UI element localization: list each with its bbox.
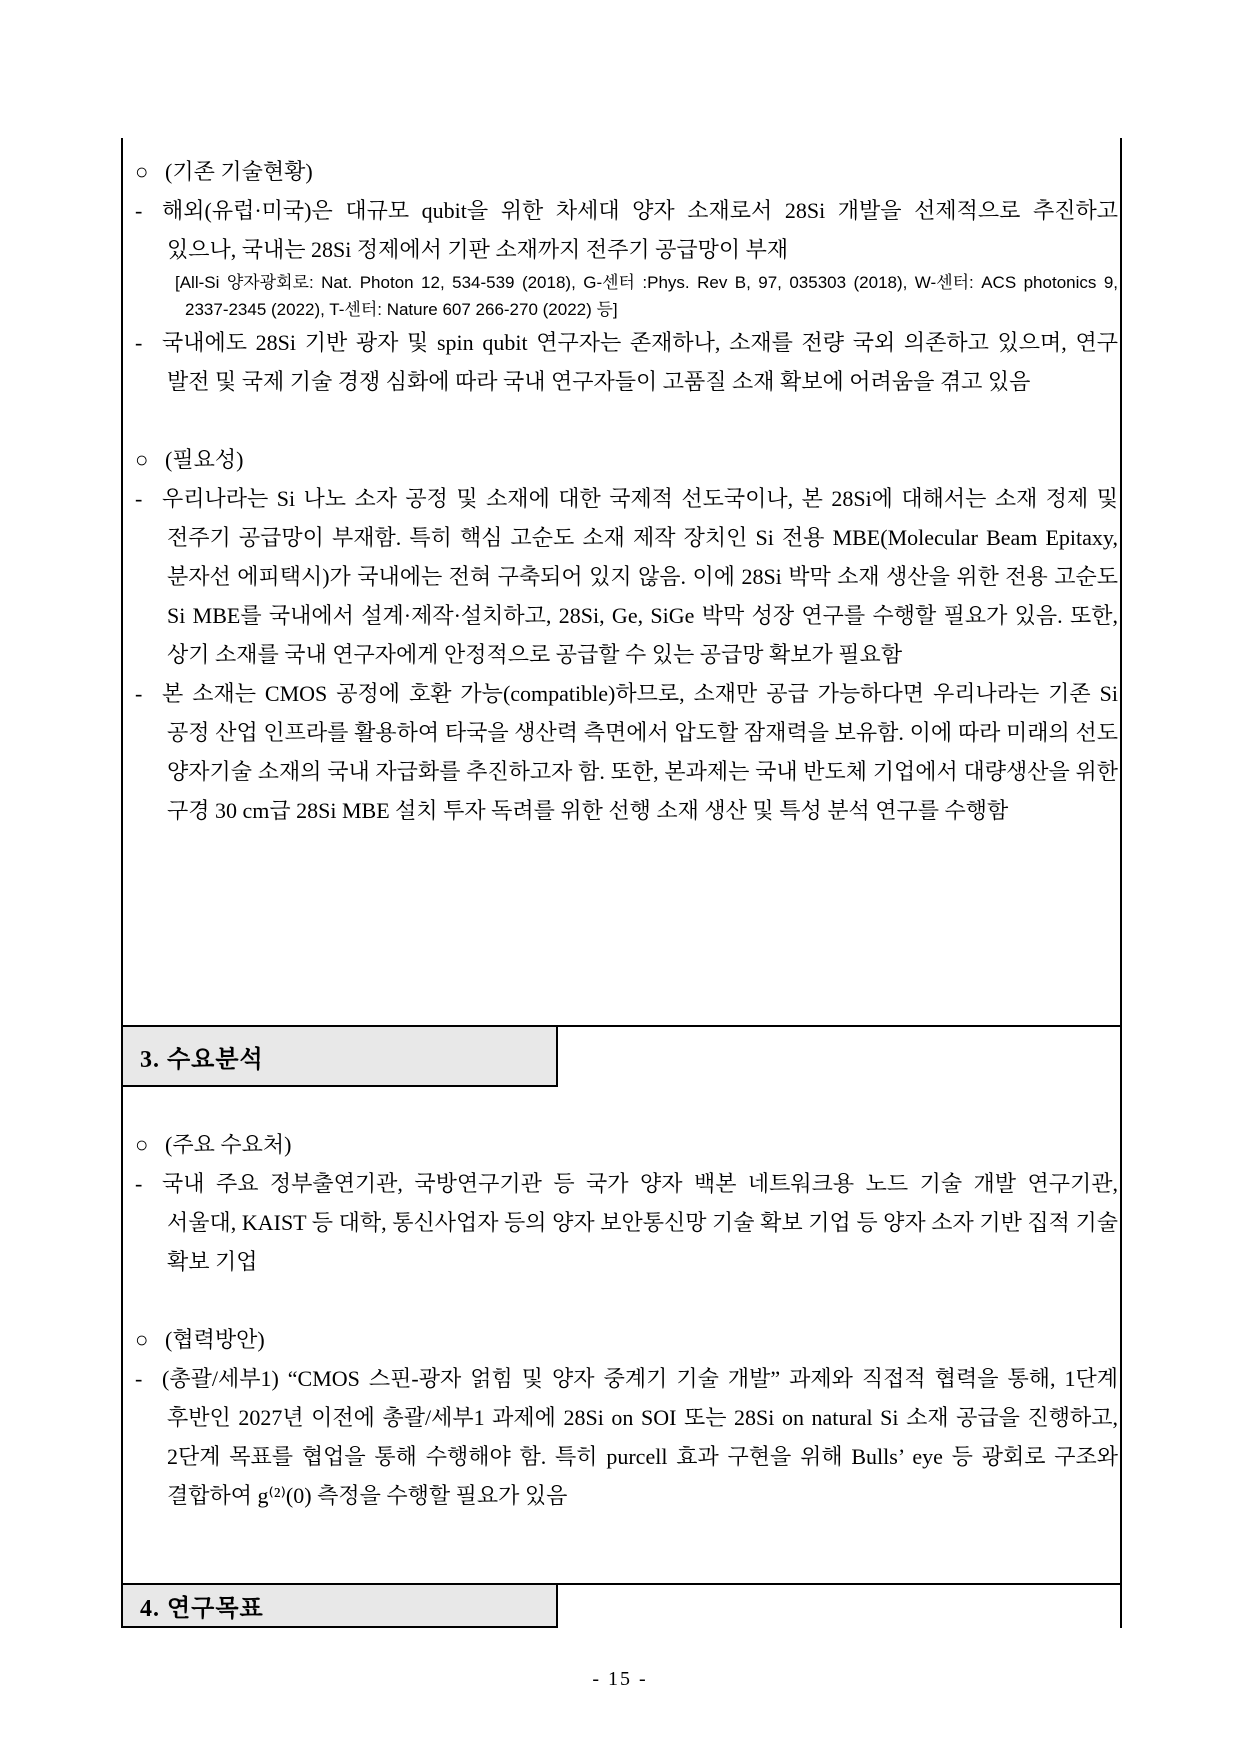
dash-marker: - <box>135 198 143 223</box>
circle-marker: ○ <box>135 1327 149 1352</box>
dash-bullet-item <box>135 191 1118 269</box>
item-text: (필요성) <box>165 447 244 472</box>
dash-bullet-item <box>135 674 1118 830</box>
item-text: 본 소재는 CMOS 공정에 호환 가능(compatible)하므로, 소재만 공급 가능하다면 우리나라는 기존 Si 공정 산업 인프라를 활용하여 타국을 생산력 측면에서 압도할 잠재력을 보유함. 이에 따라 미래의 선도 양자기술 소재의 국내 자급화를 추진하고자 함. 또한, 본과제는 국내 반도체 기업에서 대량생산을 위한 구경 30 cm급 28Si MBE 설치 투자 독려를 위한 선행 소재 생산 및 특성 분석 연구를 수행함 <box>162 681 1118 823</box>
blank-line <box>135 401 1118 440</box>
demand-analysis-block <box>123 1087 1120 1583</box>
dash-bullet-item <box>135 323 1118 401</box>
item-text: (기존 기술현황) <box>165 159 313 184</box>
dash-marker: - <box>135 681 143 706</box>
item-text: (총괄/세부1) “CMOS 스핀-광자 얽힘 및 양자 중계기 기술 개발” 과제와 직접적 협력을 통해, 1단계 후반인 2027년 이전에 총괄/세부1 과제에 28Si on SOI 또는 28Si on natural Si 소재 공급을 진행하고, 2단계 목표를 협업을 통해 수행해야 함. 특히 purcell 효과 구현을 위해 Bulls’ eye 등 광회로 구조와 결합하여 g⁽²⁾(0) 측정을 수행할 필요가 있음 <box>162 1366 1118 1508</box>
circle-bullet-item <box>135 1320 1118 1359</box>
section-3-header-row <box>123 1025 1120 1087</box>
circle-marker: ○ <box>135 447 149 472</box>
dash-bullet-item <box>135 479 1118 674</box>
item-text: (주요 수요처) <box>165 1132 292 1157</box>
item-text: 국내에도 28Si 기반 광자 및 spin qubit 연구자는 존재하나, 소재를 전량 국외 의존하고 있으며, 연구 발전 및 국제 기술 경쟁 심화에 따라 국내 연구자들이 고품질 소재 확보에 어려움을 겪고 있음 <box>162 330 1118 394</box>
reference-note: [All-Si 양자광회로: Nat. Photon 12, 534-539 (2018), G-센터 :Phys. Rev B, 97, 035303 (2018), W-센터: ACS photonics 9, 2337-2345 (2022), T-센터: Nature 607 266-270 (2022) 등] <box>175 273 1118 319</box>
blank-line <box>135 1281 1118 1320</box>
dash-marker: - <box>135 1171 143 1196</box>
dash-marker: - <box>135 1366 143 1391</box>
circle-bullet-item <box>135 152 1118 191</box>
dash-bullet-item <box>135 1359 1118 1515</box>
dash-marker: - <box>135 486 143 511</box>
section-4-header-cell <box>123 1585 558 1628</box>
circle-marker: ○ <box>135 1132 149 1157</box>
dash-bullet-item <box>135 1164 1118 1281</box>
tech-status-and-necessity-block <box>123 138 1120 1025</box>
section-3-header-cell <box>123 1027 558 1087</box>
item-text: 우리나라는 Si 나노 소자 공정 및 소재에 대한 국제적 선도국이나, 본 28Si에 대해서는 소재 정제 및 전주기 공급망이 부재함. 특히 핵심 고순도 소재 제작 장치인 Si 전용 MBE(Molecular Beam Epitaxy, 분자선 에피택시)가 국내에는 전혀 구축되어 있지 않음. 이에 28Si 박막 소재 생산을 위한 전용 고순도 Si MBE를 국내에서 설계·제작·설치하고, 28Si, Ge, SiGe 박막 성장 연구를 수행할 필요가 있음. 또한, 상기 소재를 국내 연구자에게 안정적으로 공급할 수 있는 공급망 확보가 필요함 <box>162 486 1118 667</box>
content-table <box>121 138 1122 1628</box>
circle-bullet-item <box>135 440 1118 479</box>
section-4-header-row <box>123 1583 1120 1628</box>
item-text: 해외(유럽·미국)은 대규모 qubit을 위한 차세대 양자 소재로서 28Si 개발을 선제적으로 추진하고 있으나, 국내는 28Si 정제에서 기판 소재까지 전주기 공급망이 부재 <box>162 198 1118 262</box>
circle-bullet-item <box>135 1125 1118 1164</box>
page-number: - 15 - <box>592 1668 648 1690</box>
item-text: (협력방안) <box>165 1327 265 1352</box>
circle-marker: ○ <box>135 159 149 184</box>
item-text: 국내 주요 정부출연기관, 국방연구기관 등 국가 양자 백본 네트워크용 노드 기술 개발 연구기관, 서울대, KAIST 등 대학, 통신사업자 등의 양자 보안통신망 기술 확보 기업 등 양자 소자 기반 집적 기술 확보 기업 <box>162 1171 1118 1274</box>
dash-marker: - <box>135 330 143 355</box>
section-4-title: 4. 연구목표 <box>140 1596 264 1622</box>
section-3-title: 3. 수요분석 <box>140 1046 264 1073</box>
